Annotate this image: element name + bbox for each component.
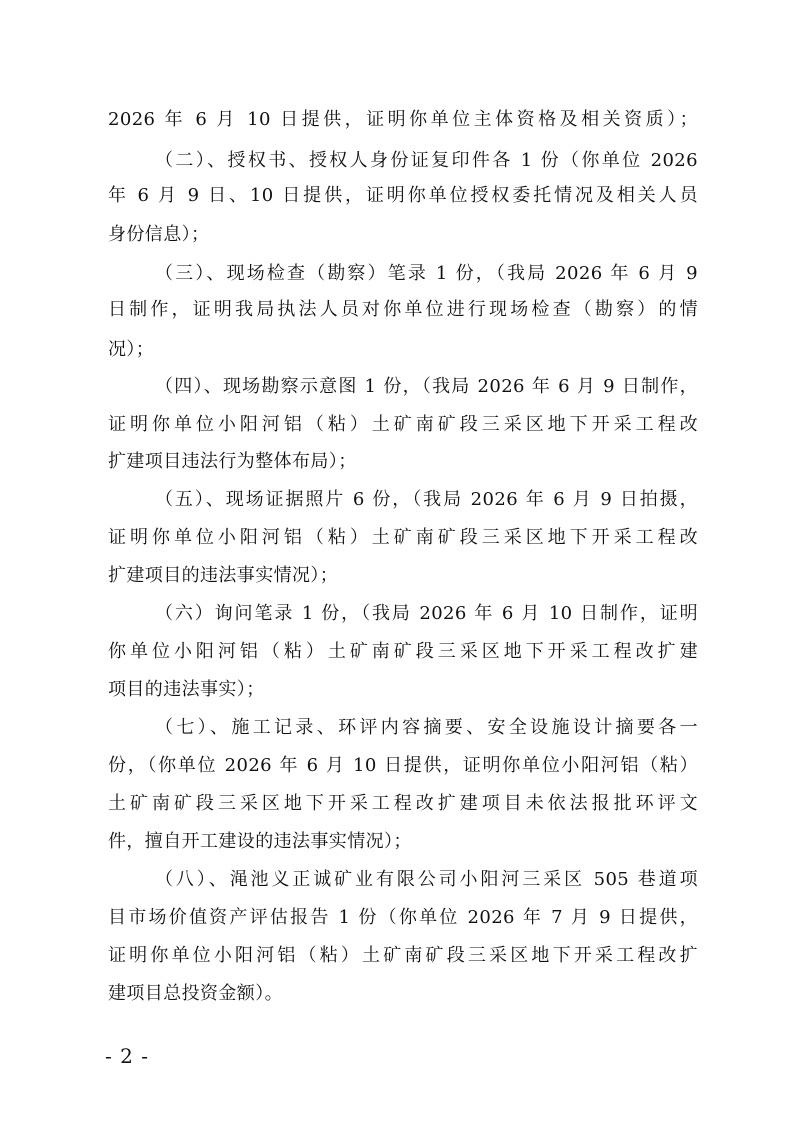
text-line: （四）、现场勘察示意图 1 份，（我局 2026 年 6 月 9 日制作， <box>155 376 698 397</box>
text-line: （八）、渑池义正诚矿业有限公司小阳河三采区 505 巷道项 <box>155 869 698 890</box>
text-line: （七）、施工记录、环评内容摘要、安全设施设计摘要各一 <box>155 717 698 738</box>
text-line: 土矿南矿段三采区地下开采工程改扩建项目未依法报批环评文 <box>108 793 698 814</box>
text-line: 证明你单位小阳河铝（粘）土矿南矿段三采区地下开采工程改 <box>108 414 698 435</box>
text-line: 扩建项目的违法事实情况）； <box>108 565 339 586</box>
text-line: （三）、现场检查（勘察）笔录 1 份，（我局 2026 年 6 月 9 <box>155 263 698 284</box>
text-line: 年 6 月 9 日、10 日提供，证明你单位授权委托情况及相关人员 <box>108 185 698 206</box>
text-line: （二）、授权书、授权人身份证复印件各 1 份（你单位 2026 <box>155 150 698 171</box>
text-line: 2026 年 6 月 10 日提供，证明你单位主体资格及相关资质）； <box>108 109 698 130</box>
text-line: （五）、现场证据照片 6 份，（我局 2026 年 6 月 9 日拍摄， <box>155 489 698 510</box>
text-line: （六）询问笔录 1 份，（我局 2026 年 6 月 10 日制作，证明 <box>155 603 698 624</box>
text-line: 项目的违法事实）； <box>108 679 265 700</box>
text-line: 况）； <box>108 339 155 360</box>
text-line: 你单位小阳河铝（粘）土矿南矿段三采区地下开采工程改扩建 <box>108 641 698 662</box>
text-line: 日制作，证明我局执法人员对你单位进行现场检查（勘察）的情 <box>108 299 698 320</box>
text-line: 件，擅自开工建设的违法事实情况）； <box>108 831 412 852</box>
text-line: 扩建项目违法行为整体布局）； <box>108 451 357 472</box>
text-line: 建项目总投资金额）。 <box>108 983 283 1004</box>
text-line: 份，（你单位 2026 年 6 月 10 日提供，证明你单位小阳河铝（粘） <box>108 755 698 776</box>
text-line: 证明你单位小阳河铝（粘）土矿南矿段三采区地下开采工程改 <box>108 527 698 548</box>
page-number: - 2 - <box>105 1044 149 1068</box>
text-line: 证明你单位小阳河铝（粘）土矿南矿段三采区地下开采工程改扩 <box>108 945 698 966</box>
text-line: 目市场价值资产评估报告 1 份（你单位 2026 年 7 月 9 日提供， <box>108 907 698 928</box>
text-line: 身份信息）； <box>108 224 210 245</box>
